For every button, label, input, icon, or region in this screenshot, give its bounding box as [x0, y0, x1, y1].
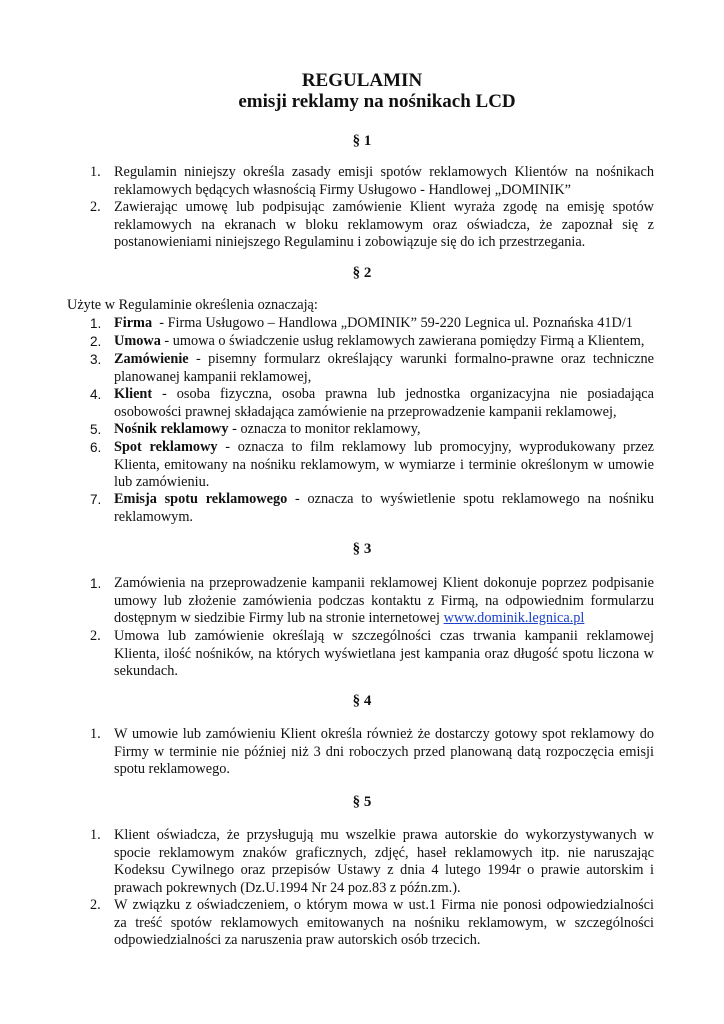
- item-number: 1.: [90, 576, 102, 591]
- item-number: 3.: [90, 352, 102, 367]
- item-number: 5.: [90, 422, 102, 437]
- item-text: - oznacza to wyświetlenie spotu reklamowego na nośniku: [287, 491, 655, 507]
- item-text: Klienta, ilość nośników, na których wyświetlana jest kampania oraz długość spotu liczona w: [114, 645, 654, 662]
- section-intro: Użyte w Regulaminie określenia oznaczają:: [67, 297, 318, 313]
- term: Spot reklamowy: [114, 439, 218, 455]
- section-heading-4: § 4: [352, 693, 372, 709]
- website-link[interactable]: www.dominik.legnica.pl: [443, 610, 585, 626]
- item-text: Klient oświadcza, że przysługują mu wszelkie prawa autorskie do wykorzystywanych w: [114, 827, 654, 843]
- section-heading-5: § 5: [352, 794, 372, 810]
- item-text: Regulamin niniejszy określa zasady emisji spotów reklamowych Klientów na nośnikach: [114, 164, 654, 180]
- item-text: spocie reklamowym znaków graficznych, zdjęć, haseł reklamowych itp. nie naruszając: [114, 844, 654, 861]
- item-number: 2.: [90, 628, 101, 644]
- document-title: REGULAMIN: [301, 70, 423, 91]
- term: Nośnik reklamowy: [114, 421, 229, 437]
- term: Umowa: [114, 333, 161, 349]
- term: Klient: [114, 386, 153, 402]
- item-text: odpowiedzialności za naruszenia praw autorskich osób trzecich.: [114, 932, 481, 948]
- item-text: spotu reklamowego.: [114, 761, 230, 777]
- item-text: - oznacza to film reklamowy lub promocyjny, wyprodukowany przez: [217, 439, 654, 455]
- item-text: Umowa lub zamówienie określają w szczególności czas trwania kampanii reklamowej: [114, 628, 654, 644]
- item-text: - Firma Usługowo – Handlowa „DOMINIK” 59-220 Legnica ul. Poznańska 41D/1: [152, 315, 633, 331]
- item-number: 7.: [90, 492, 102, 507]
- item-text: postanowieniami niniejszego Regulaminu i zobowiązuje się do ich przestrzegania.: [114, 234, 586, 250]
- item-number: 4.: [90, 387, 102, 402]
- item-text: W umowie lub zamówieniu Klient określa również że dostarczy gotowy spot reklamowy do: [114, 726, 654, 742]
- item-text: - pisemny formularz określający warunki formalno-prawne oraz techniczne: [188, 351, 654, 367]
- term: Firma: [114, 315, 153, 331]
- section-heading-1: § 1: [352, 133, 372, 149]
- item-text: reklamowych będących własnością Firmy Usługowo - Handlowej „DOMINIK”: [114, 181, 571, 198]
- item-number: 2.: [90, 897, 101, 913]
- item-number: 2.: [90, 199, 101, 215]
- item-text: reklamowym.: [114, 508, 194, 525]
- item-text: Firmy w terminie nie później niż 3 dni roboczych przed planowaną datą rozpoczęcia emisji: [114, 743, 654, 760]
- item-text: osobowości prawnej składająca zamówienie na przeprowadzenie kampanii reklamowej,: [114, 403, 617, 420]
- item-number: 6.: [90, 440, 102, 455]
- item-number: 2.: [90, 334, 102, 349]
- item-text: prawach pokrewnych (Dz.U.1994 Nr 24 poz.83 z późn.zm.).: [114, 879, 461, 896]
- item-text: - umowa o świadczenie usług reklamowych zawierana pomiędzy Firmą a Klientem,: [160, 333, 645, 349]
- item-text: lub zamówieniu.: [114, 474, 210, 490]
- item-text: Zamówienia na przeprowadzenie kampanii reklamowej Klient dokonuje poprzez podpisanie: [114, 575, 654, 591]
- item-number: 1.: [90, 316, 102, 331]
- item-text: - osoba fizyczna, osoba prawna lub jednostka organizacyjna nie posiadająca: [152, 386, 654, 402]
- item-text: reklamowych na ekranach w bloku reklamowym oraz oświadcza, że zapoznał się z: [114, 216, 654, 233]
- item-number: 1.: [90, 827, 101, 843]
- item-text: - oznacza to monitor reklamowy,: [228, 421, 421, 437]
- item-text: Kodeksu Cywilnego oraz przepisów Ustawy z dnia 4 lutego 1994r o prawie autorskim i: [114, 862, 654, 878]
- item-number: 1.: [90, 164, 101, 180]
- item-text: za treść spotów reklamowych emitowanych na nośniku reklamowym, w szczególności: [114, 914, 654, 931]
- item-text: W związku z oświadczeniem, o którym mowa w ust.1 Firma nie ponosi odpowiedzialności: [114, 897, 654, 913]
- item-text: Klienta, emitowany na nośniku reklamowym, w wymiarze i terminie określonym w umowie: [114, 456, 654, 473]
- section-heading-3: § 3: [352, 541, 372, 557]
- item-text: sekundach.: [114, 663, 178, 679]
- section-heading-2: § 2: [352, 265, 372, 281]
- item-text: dostępnym w siedzibie Firmy lub na stronie internetowej: [114, 610, 444, 626]
- item-text: umowy lub złożenie zamówienia podczas kontaktu z Firmą, na odpowiednim formularzu: [114, 592, 654, 609]
- item-text: Zawierając umowę lub podpisując zamówienie Klient wyraża zgodę na emisję spotów: [114, 199, 654, 215]
- term: Zamówienie: [114, 351, 189, 367]
- document-subtitle: emisji reklamy na nośnikach LCD: [238, 91, 516, 112]
- item-text: planowanej kampanii reklamowej,: [114, 368, 312, 385]
- term: Emisja spotu reklamowego: [114, 491, 288, 507]
- item-number: 1.: [90, 726, 101, 742]
